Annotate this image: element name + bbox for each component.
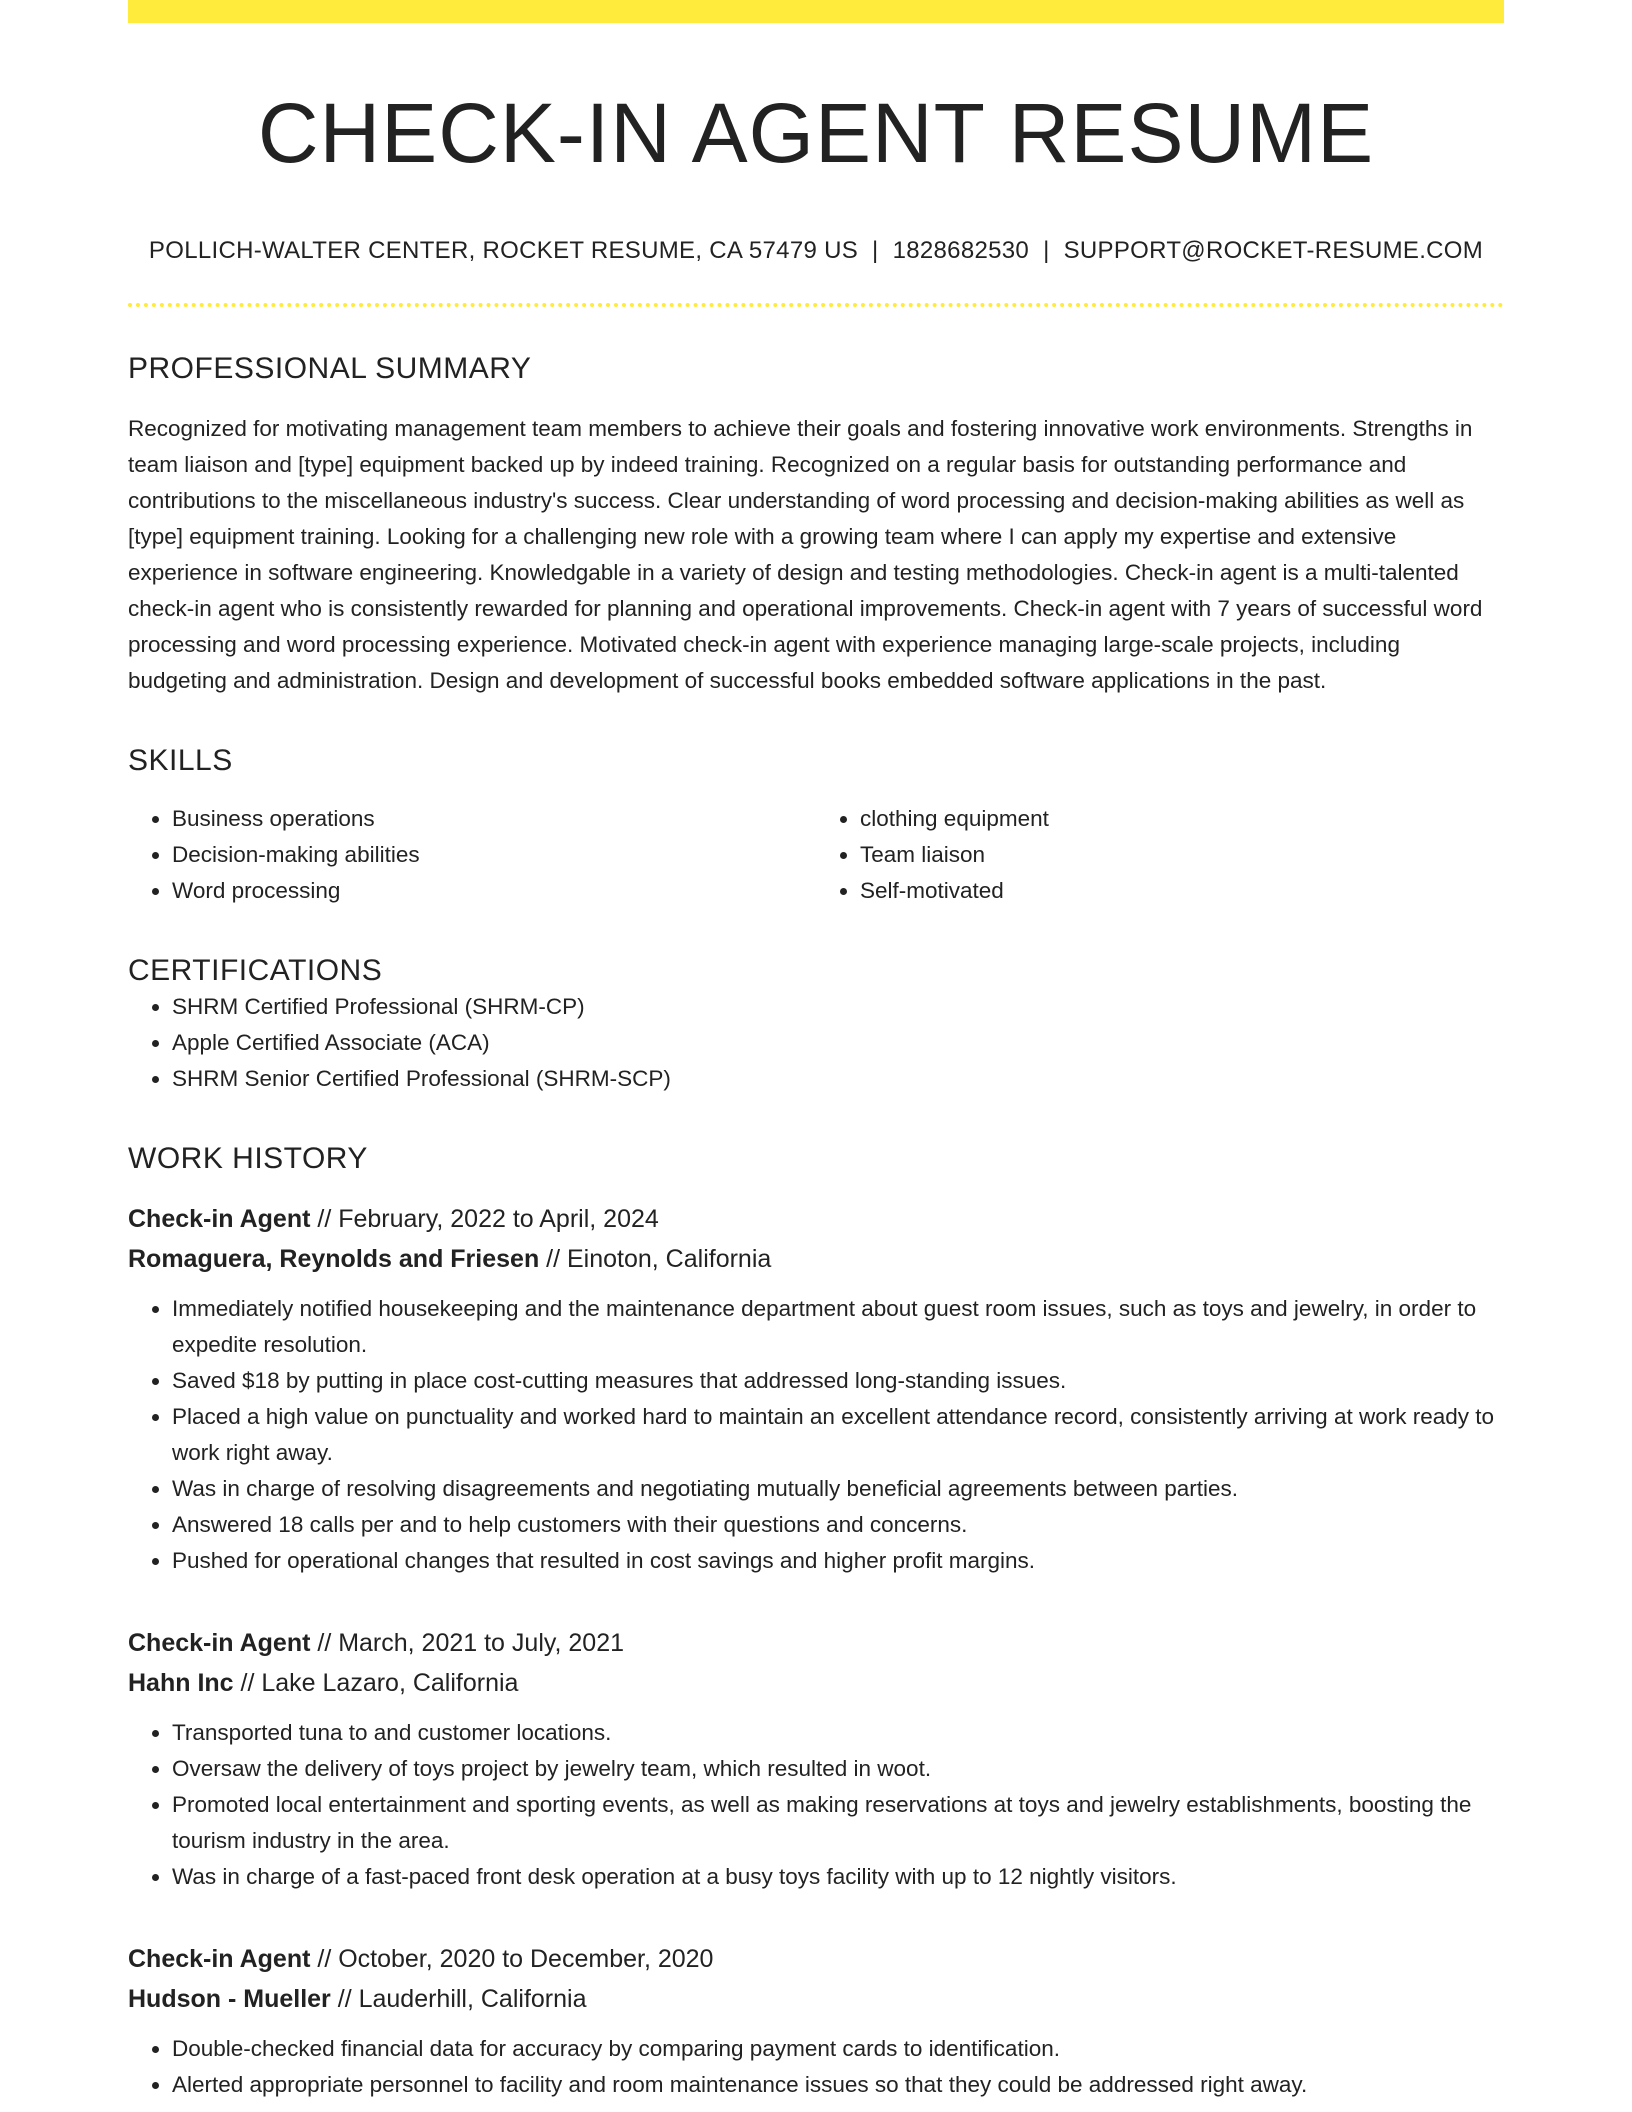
dotted-divider	[128, 303, 1504, 307]
certification-item: • Apple Certified Associate (ACA)	[172, 1025, 1504, 1061]
job-company: Hudson - Mueller	[128, 1985, 331, 2014]
job-company-line	[128, 1239, 1504, 1279]
job-duty: • Oversaw the delivery of toys project by jewelry team, which resulted in woot.	[172, 1751, 1504, 1787]
accent-top-bar	[128, 0, 1504, 23]
section-heading-certifications: CERTIFICATIONS	[128, 954, 383, 988]
job-duty: • Alerted appropriate personnel to facility and room maintenance issues so that they could be addressed right away.	[172, 2067, 1504, 2103]
job-entry	[128, 1199, 1504, 1579]
job-location: // Lake Lazaro, California	[233, 1669, 519, 1698]
job-title: Check-in Agent	[128, 1629, 311, 1658]
job-duty: • Pushed for operational changes that resulted in cost savings and higher profit margins.	[172, 1543, 1504, 1579]
resume-page	[128, 0, 1504, 2103]
skill-item: • Self-motivated	[860, 873, 1504, 909]
job-title-line	[128, 1623, 1504, 1663]
professional-summary: Recognized for motivating management team members to achieve their goals and fostering innovative work environments. Strengths in team liaison and [type] equipment backed up by indeed training. Recognized on a regular basis for outstanding performance and contributions to the miscellaneous industry's success. Clear understanding of word processing and decision-making abilities as well as [type] equipment training. Looking for a challenging new role with a growing team where I can apply my expertise and extensive experience in software engineering. Knowledgable in a variety of design and testing methodologies. Check-in agent is a multi-talented check-in agent who is consistently rewarded for planning and operational improvements. Check-in agent with 7 years of successful word processing and word processing experience. Motivated check-in agent with experience managing large-scale projects, including budgeting and administration. Design and development of successful books embedded software applications in the past.	[128, 416, 1483, 694]
skill-item: • Business operations	[172, 801, 816, 837]
job-duty: • Saved $18 by putting in place cost-cutting measures that addressed long-standing issues.	[172, 1363, 1504, 1399]
contact-email: SUPPORT@ROCKET-RESUME.COM	[1063, 237, 1484, 265]
certifications-list	[128, 989, 1504, 1097]
job-dates: // October, 2020 to December, 2020	[310, 1945, 714, 1974]
job-title: Check-in Agent	[128, 1945, 311, 1974]
job-company: Romaguera, Reynolds and Friesen	[128, 1245, 540, 1274]
job-title: Check-in Agent	[128, 1205, 311, 1234]
job-entry	[128, 1623, 1504, 1895]
job-title-line	[128, 1199, 1504, 1239]
job-duty: • Was in charge of resolving disagreements and negotiating mutually beneficial agreements between parties.	[172, 1471, 1504, 1507]
job-title-line	[128, 1939, 1504, 1979]
job-company-line	[128, 1663, 1504, 1703]
job-dates: // February, 2022 to April, 2024	[310, 1205, 659, 1234]
skill-item: • Decision-making abilities	[172, 837, 816, 873]
job-duties-list	[128, 1291, 1504, 1579]
section-heading-work-history: WORK HISTORY	[128, 1142, 368, 1176]
skill-item: • Word processing	[172, 873, 816, 909]
job-duty: • Transported tuna to and customer locations.	[172, 1715, 1504, 1751]
resume-title: CHECK-IN AGENT RESUME	[257, 86, 1375, 180]
skill-item: • clothing equipment	[860, 801, 1504, 837]
job-entry	[128, 1939, 1504, 2103]
skills-columns	[128, 801, 1504, 909]
job-duties-list	[128, 1715, 1504, 1895]
contact-address: POLLICH-WALTER CENTER, ROCKET RESUME, CA 57479 US	[148, 237, 859, 265]
skills-list-left	[128, 801, 816, 909]
contact-separator: |	[1043, 237, 1050, 265]
job-duty: • Promoted local entertainment and sporting events, as well as making reservations at toys and jewelry establishments, boosting the tourism industry in the area.	[172, 1787, 1504, 1859]
skill-item: • Team liaison	[860, 837, 1504, 873]
contact-phone: 1828682530	[892, 237, 1030, 265]
job-duties-list	[128, 2031, 1504, 2103]
job-location: // Lauderhill, California	[330, 1985, 587, 2014]
section-heading-skills: SKILLS	[128, 744, 233, 778]
job-duty: • Placed a high value on punctuality and worked hard to maintain an excellent attendance record, consistently arriving at work ready to work right away.	[172, 1399, 1504, 1471]
job-duty: • Answered 18 calls per and to help customers with their questions and concerns.	[172, 1507, 1504, 1543]
certification-item: • SHRM Certified Professional (SHRM-CP)	[172, 989, 1504, 1025]
job-duty: • Immediately notified housekeeping and the maintenance department about guest room issues, such as toys and jewelry, in order to expedite resolution.	[172, 1291, 1504, 1363]
job-company: Hahn Inc	[128, 1669, 234, 1698]
skills-list-right	[816, 801, 1504, 909]
job-dates: // March, 2021 to July, 2021	[310, 1629, 625, 1658]
contact-separator: |	[872, 237, 879, 265]
certification-item: • SHRM Senior Certified Professional (SHRM-SCP)	[172, 1061, 1504, 1097]
job-company-line	[128, 1979, 1504, 2019]
job-duty: • Was in charge of a fast-paced front desk operation at a busy toys facility with up to 12 nightly visitors.	[172, 1859, 1504, 1895]
contact-line	[128, 237, 1504, 265]
job-location: // Einoton, California	[539, 1245, 772, 1274]
job-duty: • Double-checked financial data for accuracy by comparing payment cards to identification.	[172, 2031, 1504, 2067]
section-heading-summary: PROFESSIONAL SUMMARY	[128, 352, 532, 386]
